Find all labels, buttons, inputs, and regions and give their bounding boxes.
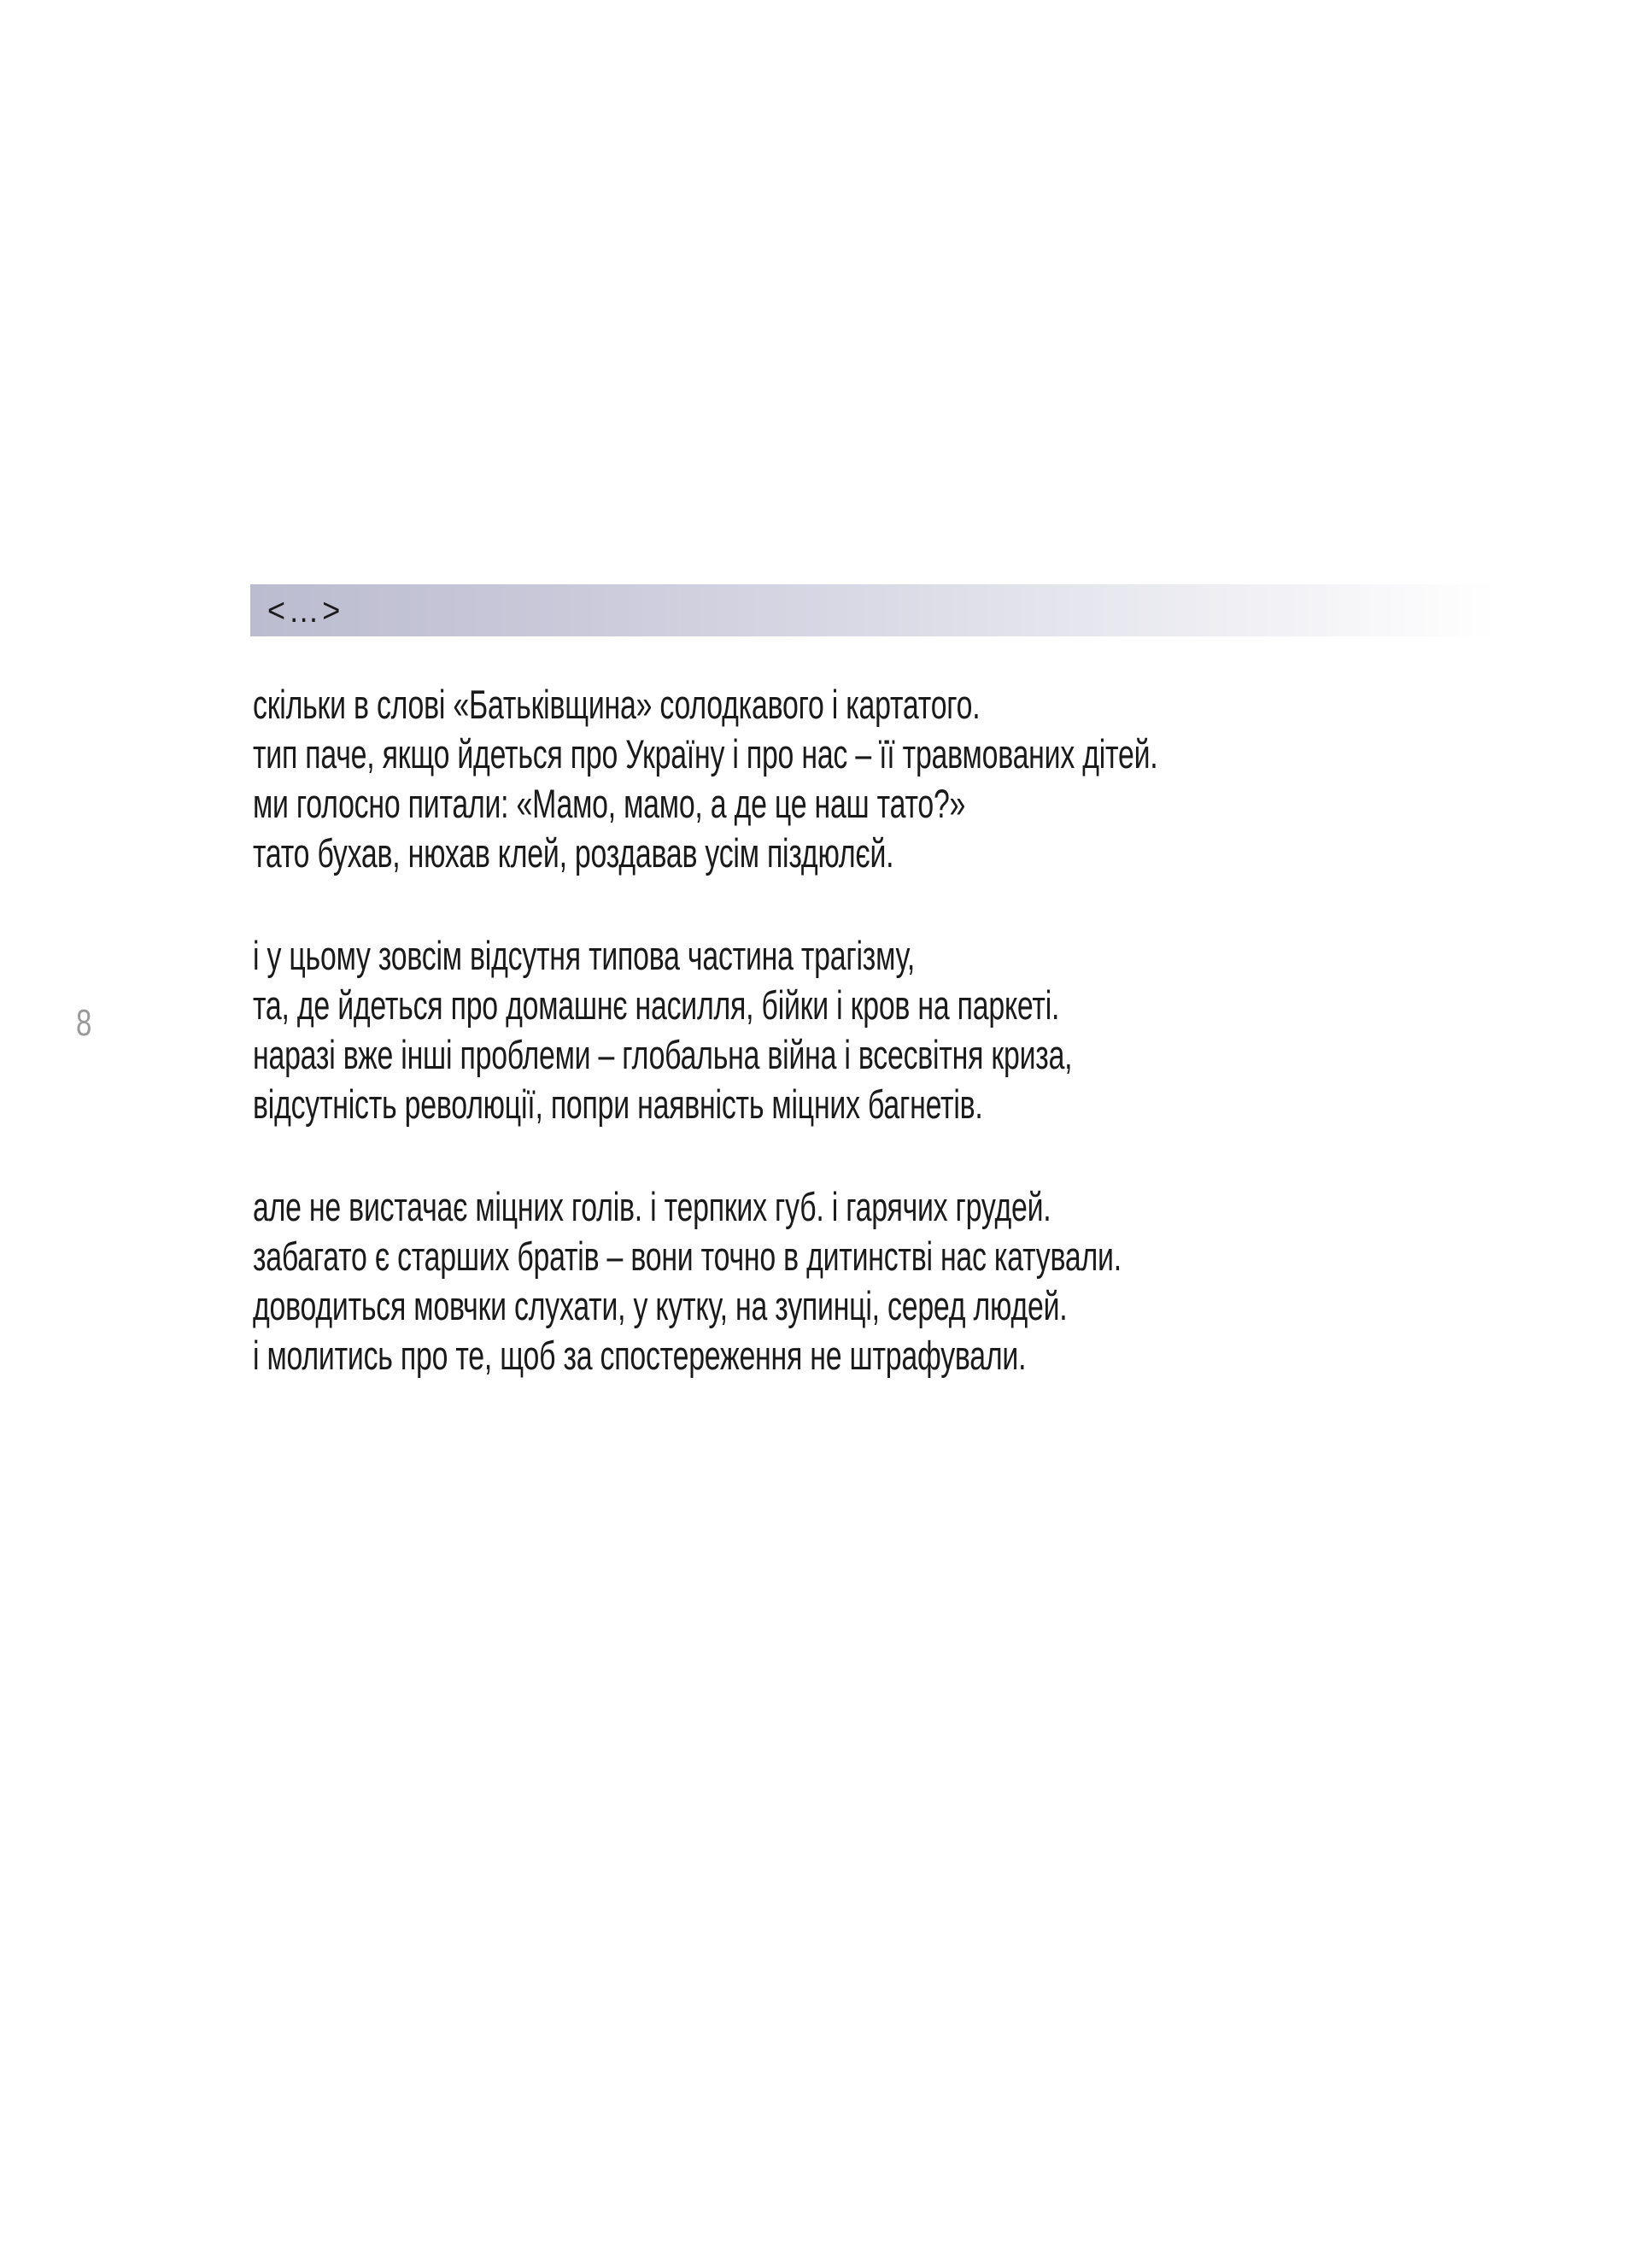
section-header-bar — [250, 584, 1497, 636]
poem-line: тип паче, якщо йдеться про Україну і про нас – її травмованих дітей. — [253, 731, 1158, 777]
poem-line: ми голосно питали: «Мамо, мамо, а де це наш тато?» — [253, 781, 966, 826]
stanza-2 — [253, 931, 1620, 1129]
poem-line: відсутність революції, попри наявність міцних багнетів. — [253, 1081, 983, 1127]
poem-line: доводиться мовчки слухати, у кутку, на зупинці, серед людей. — [253, 1283, 1068, 1328]
poem-line: наразі вже інші проблеми – глобальна війна і всесвітня криза, — [253, 1032, 1073, 1077]
poem-line: скільки в слові «Батьківщина» солодкавого і картатого. — [253, 682, 981, 727]
poem-line: але не вистачає міцних голів. і терпких губ. і гарячих грудей. — [253, 1184, 1051, 1229]
poem-body — [253, 680, 1620, 1433]
poem-line: і молитись про те, щоб за спостереження не штрафували. — [253, 1333, 1027, 1378]
stanza-1 — [253, 680, 1620, 878]
stanza-3 — [253, 1182, 1620, 1380]
poem-line: тато бухав, нюхав клей, роздавав усім піздюлєй. — [253, 830, 894, 876]
poem-line: і у цьому зовсім відсутня типова частина трагізму, — [253, 933, 916, 978]
section-marker: <…> — [267, 591, 343, 630]
poem-line: та, де йдеться про домашнє насилля, бійки і кров на паркеті. — [253, 982, 1060, 1028]
page-number: 8 — [76, 1002, 92, 1044]
poem-line: забагато є старших братів – вони точно в дитинстві нас катували. — [253, 1234, 1122, 1279]
